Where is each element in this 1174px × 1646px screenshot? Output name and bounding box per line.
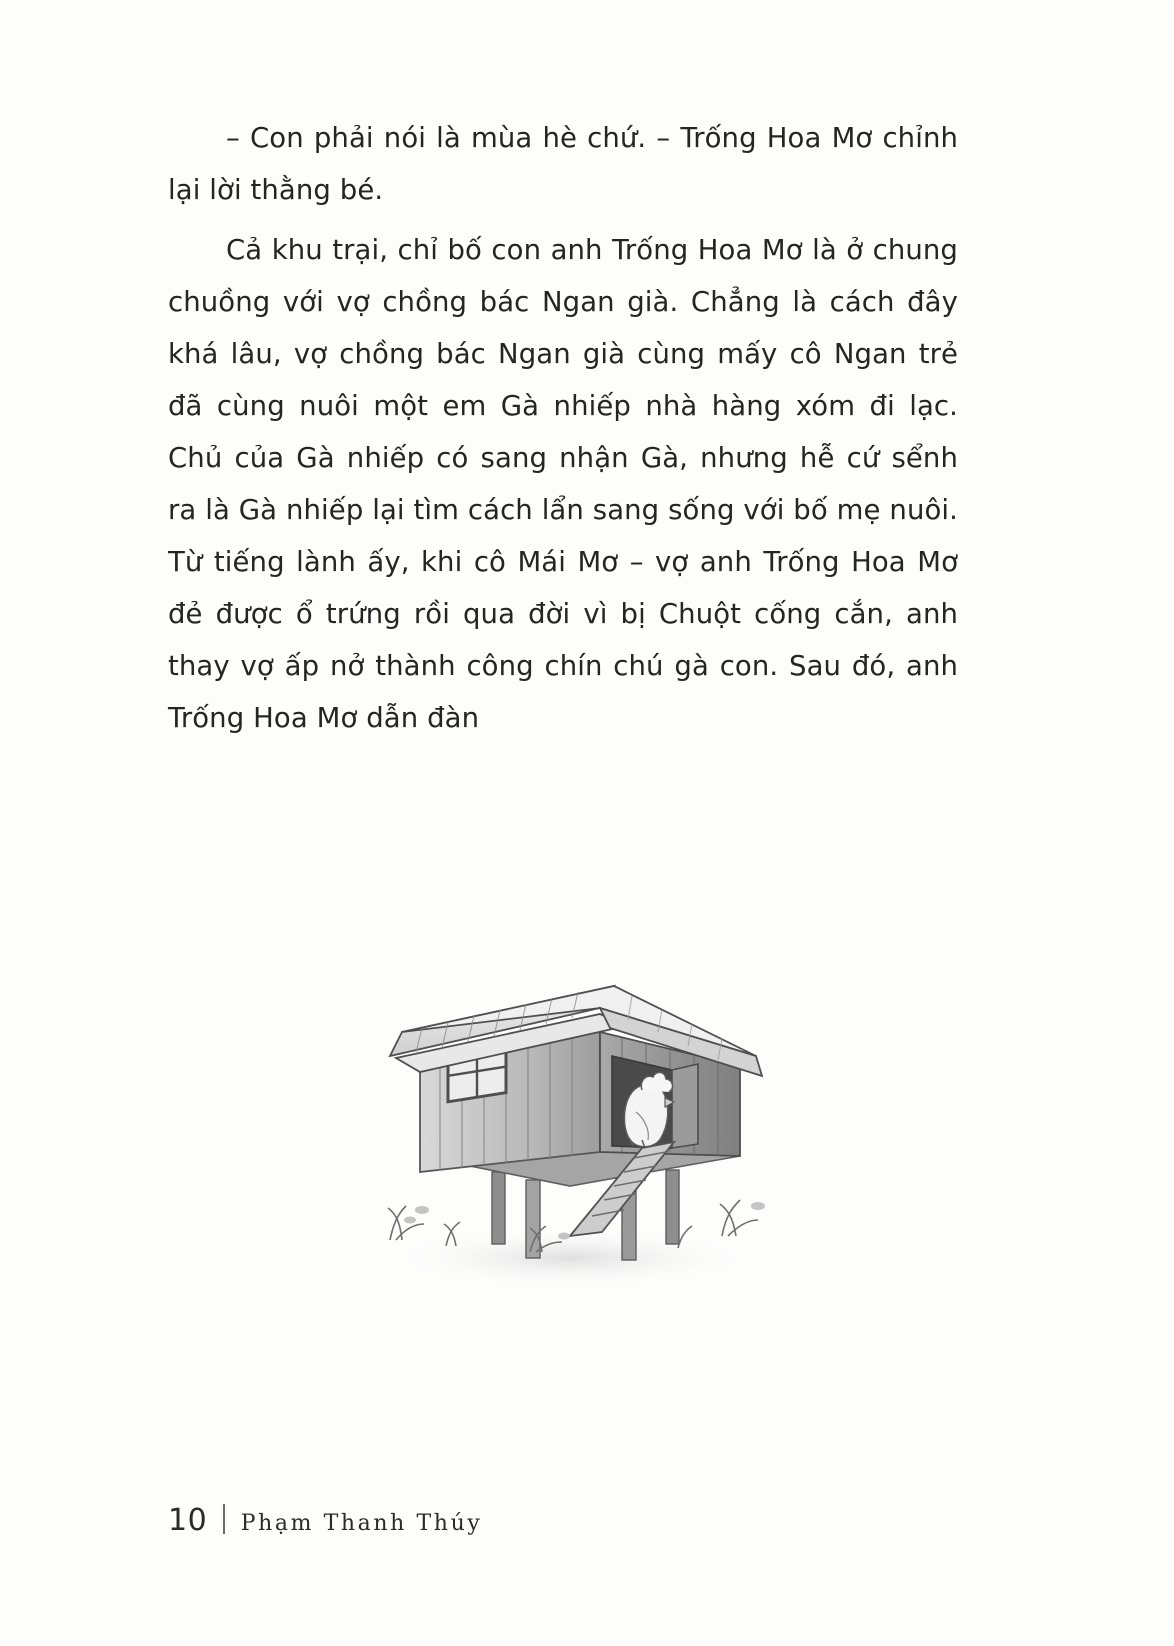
page-number: 10: [168, 1503, 208, 1538]
footer-divider: [223, 1504, 225, 1534]
body-text: [168, 112, 958, 744]
paragraph-1: – Con phải nói là mùa hè chứ. – Trống Hoa Mơ chỉnh lại lời thằng bé.: [168, 122, 958, 206]
author-name: Phạm Thanh Thúy: [240, 1511, 483, 1536]
paragraph-2: Cả khu trại, chỉ bố con anh Trống Hoa Mơ là ở chung chuồng với vợ chồng bác Ngan già. Chẳng là cách đây khá lâu, vợ chồng bác Ngan già cùng mấy cô Ngan trẻ đã cùng nuôi một em Gà nhiếp nhà hàng xóm đi lạc. Chủ của Gà nhiếp có sang nhận Gà, nhưng hễ cứ sểnh ra là Gà nhiếp lại tìm cách lẩn sang sống với bố mẹ nuôi. Từ tiếng lành ấy, khi cô Mái Mơ – vợ anh Trống Hoa Mơ đẻ được ổ trứng rồi qua đời vì bị Chuột cống cắn, anh thay vợ ấp nở thành công chín chú gà con. Sau đó, anh Trống Hoa Mơ dẫn đàn: [168, 234, 958, 734]
page-footer: [168, 1500, 482, 1538]
chicken-coop-illustration: [270, 880, 870, 1310]
